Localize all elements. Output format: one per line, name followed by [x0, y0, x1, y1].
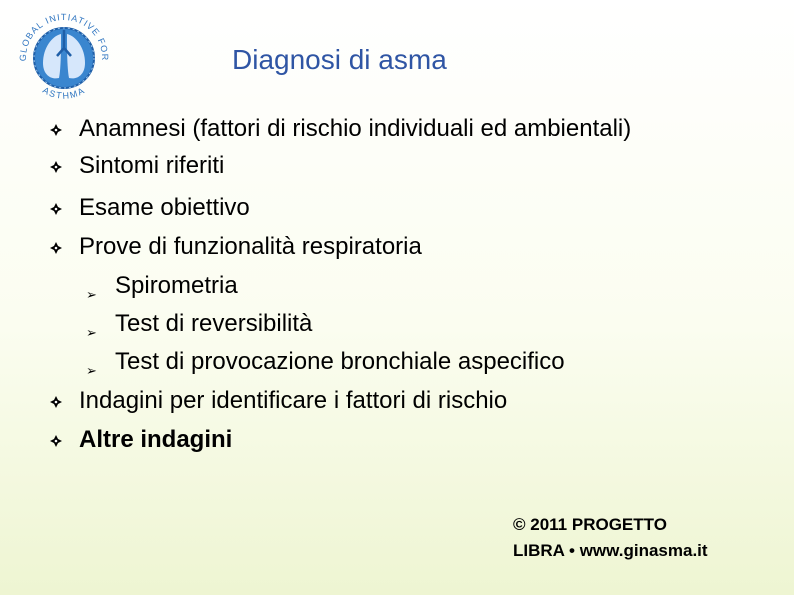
bullet-text: Anamnesi (fattori di rischio individuali ed ambientali) [79, 115, 632, 142]
svg-text:ASTHMA: ASTHMA [41, 84, 87, 101]
sub-bullet-item [86, 347, 565, 378]
footer-line-2: LIBRA • www.ginasma.it [513, 541, 708, 560]
bullet-text: Altre indagini [79, 426, 233, 453]
bullet-item [79, 425, 232, 455]
arrowhead-bullet-icon: ➢ [86, 363, 97, 378]
diamond-bullet-icon [50, 435, 62, 447]
diamond-bullet-icon [50, 203, 62, 215]
sub-bullet-item [86, 309, 313, 340]
sub-bullet-item [86, 271, 238, 302]
arrowhead-bullet-icon: ➢ [86, 325, 97, 340]
diamond-bullet-icon [50, 124, 62, 136]
bullet-text: Test di reversibilità [115, 310, 313, 337]
copyright-footer [513, 512, 708, 564]
diamond-bullet-icon [50, 242, 62, 254]
bullet-text: Test di provocazione bronchiale aspecifico [115, 348, 565, 375]
svg-text:GLOBAL INITIATIVE FOR: GLOBAL INITIATIVE FOR [17, 11, 111, 62]
arrowhead-bullet-icon: ➢ [86, 287, 97, 302]
bullet-item [79, 114, 631, 144]
bullet-text: Spirometria [115, 272, 238, 299]
bullet-text: Prove di funzionalità respiratoria [79, 233, 422, 260]
footer-line-1: © 2011 PROGETTO [513, 515, 667, 534]
bullet-item [79, 386, 507, 416]
diamond-bullet-icon [50, 161, 62, 173]
bullet-text: Indagini per identificare i fattori di rischio [79, 387, 508, 414]
gina-logo-icon [12, 8, 116, 108]
slide-title: Diagnosi di asma [232, 44, 447, 75]
bullet-item [79, 151, 224, 181]
bullet-text: Sintomi riferiti [79, 152, 225, 179]
bullet-item [79, 232, 422, 262]
bullet-text: Esame obiettivo [79, 194, 250, 221]
bullet-item [79, 193, 250, 223]
diamond-bullet-icon [50, 396, 62, 408]
